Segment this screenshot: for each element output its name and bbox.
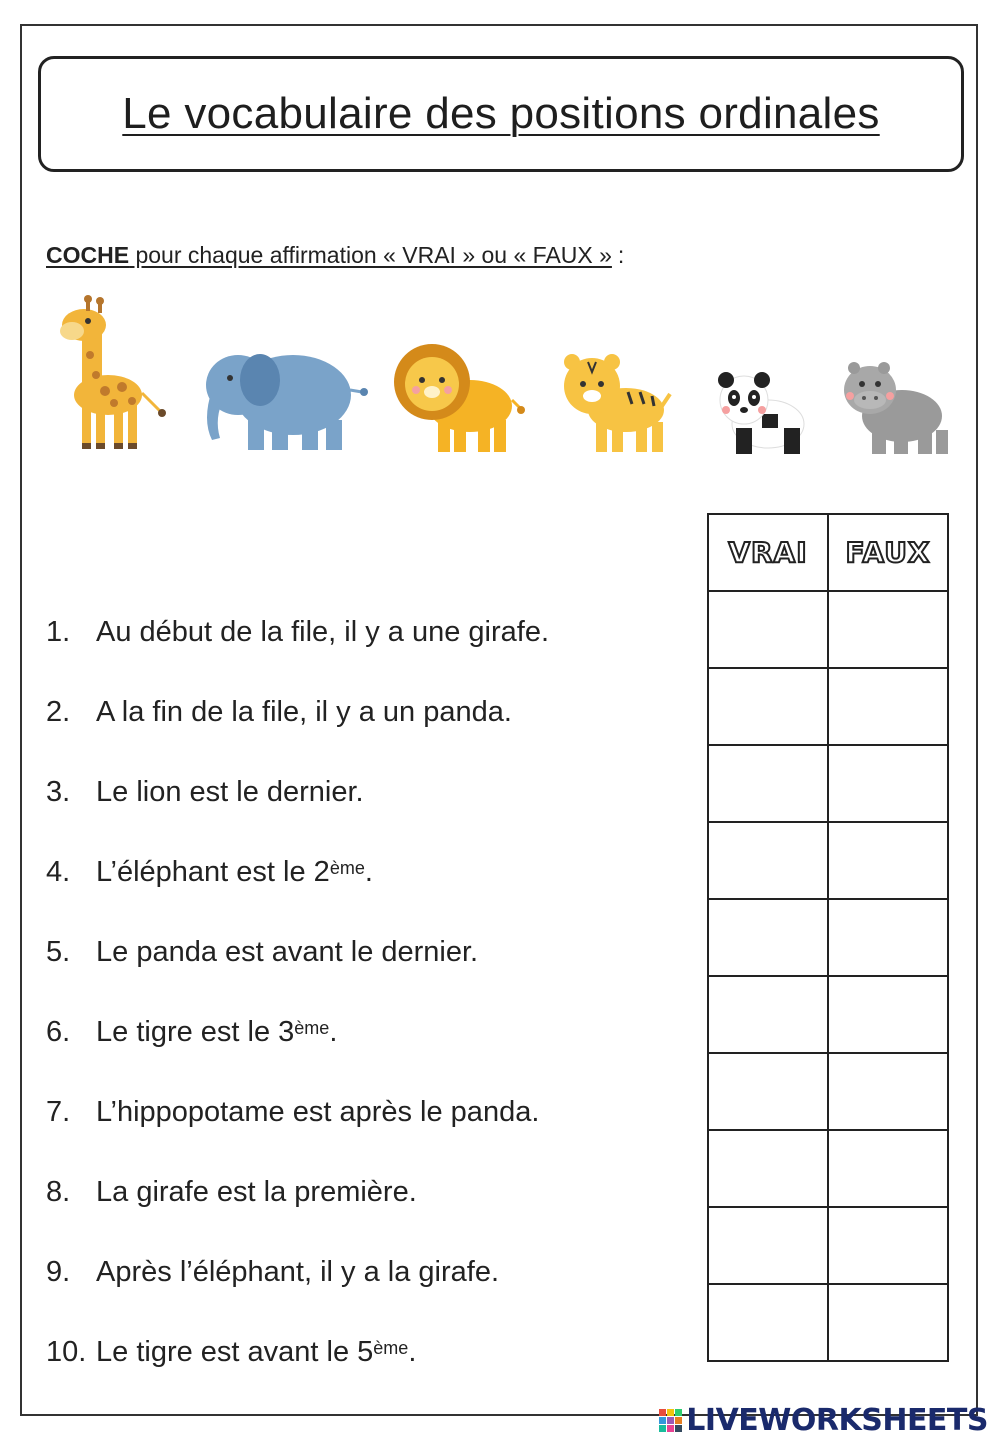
- faux-checkbox-2[interactable]: [828, 668, 948, 745]
- statement-end: .: [364, 855, 373, 888]
- statement-text: Le tigre est avant le 5: [96, 1335, 374, 1368]
- faux-checkbox-9[interactable]: [828, 1207, 948, 1284]
- vrai-checkbox-2[interactable]: [708, 668, 828, 745]
- faux-checkbox-4[interactable]: [828, 822, 948, 899]
- faux-checkbox-1[interactable]: [828, 591, 948, 668]
- statement-item: [46, 912, 696, 992]
- statement-number: 6.: [46, 1015, 71, 1048]
- faux-checkbox-5[interactable]: [828, 899, 948, 976]
- answer-table: [707, 513, 949, 1362]
- statement-superscript: ème: [294, 1017, 330, 1038]
- vrai-checkbox-5[interactable]: [708, 899, 828, 976]
- statement-number: 2.: [46, 695, 71, 728]
- statement-number: 9.: [46, 1255, 71, 1288]
- logo-grid-icon: [659, 1409, 682, 1432]
- statement-text: Au début de la file, il y a une girafe.: [96, 615, 550, 648]
- answer-row: [708, 668, 948, 745]
- vrai-checkbox-7[interactable]: [708, 1053, 828, 1130]
- instruction-colon: :: [617, 242, 625, 268]
- answer-row: [708, 1130, 948, 1207]
- vrai-checkbox-4[interactable]: [708, 822, 828, 899]
- tiger-icon: [558, 350, 673, 455]
- statement-item: [46, 992, 696, 1072]
- answer-row: [708, 745, 948, 822]
- answer-row: [708, 899, 948, 976]
- statement-number: 7.: [46, 1095, 71, 1128]
- answer-row: [708, 1284, 948, 1361]
- statement-end: .: [329, 1015, 338, 1048]
- statement-text: La girafe est la première.: [96, 1175, 417, 1208]
- title-box: [38, 56, 964, 172]
- statement-number: 1.: [46, 615, 71, 648]
- animals-row: [40, 290, 960, 460]
- lion-icon: [390, 340, 525, 455]
- statement-superscript: ème: [373, 1337, 409, 1358]
- statement-text: L’éléphant est le 2: [96, 855, 330, 888]
- col-faux-header: FAUX: [828, 514, 948, 591]
- statement-text: Le panda est avant le dernier.: [96, 935, 479, 968]
- statement-number: 10.: [46, 1335, 87, 1368]
- statement-number: 3.: [46, 775, 71, 808]
- statement-text: L’hippopotame est après le panda.: [96, 1095, 540, 1128]
- col-vrai-header: VRAI: [708, 514, 828, 591]
- giraffe-icon: [50, 295, 170, 455]
- statement-number: 5.: [46, 935, 71, 968]
- instruction-bold: COCHE: [46, 242, 130, 268]
- statement-end: .: [408, 1335, 417, 1368]
- faux-checkbox-3[interactable]: [828, 745, 948, 822]
- page-title: Le vocabulaire des positions ordinales: [122, 89, 880, 138]
- statement-number: 4.: [46, 855, 71, 888]
- answer-row: [708, 976, 948, 1053]
- vrai-checkbox-10[interactable]: [708, 1284, 828, 1361]
- answer-row: [708, 1207, 948, 1284]
- vrai-checkbox-3[interactable]: [708, 745, 828, 822]
- statement-text: Le lion est le dernier.: [96, 775, 364, 808]
- statement-item: [46, 1232, 696, 1312]
- panda-icon: [712, 368, 812, 456]
- statement-item: [46, 592, 696, 672]
- statement-text: Le tigre est le 3: [96, 1015, 295, 1048]
- elephant-icon: [198, 340, 368, 455]
- statement-item: [46, 1152, 696, 1232]
- vrai-checkbox-8[interactable]: [708, 1130, 828, 1207]
- statement-number: 8.: [46, 1175, 71, 1208]
- statement-item: [46, 832, 696, 912]
- statement-item: [46, 752, 696, 832]
- statement-text: Après l’éléphant, il y a la girafe.: [96, 1255, 499, 1288]
- instruction: [46, 242, 624, 269]
- faux-checkbox-10[interactable]: [828, 1284, 948, 1361]
- statement-item: [46, 1312, 696, 1392]
- answer-row: [708, 591, 948, 668]
- answer-row: [708, 822, 948, 899]
- vrai-checkbox-1[interactable]: [708, 591, 828, 668]
- hippo-icon: [840, 360, 950, 455]
- statement-text: A la fin de la file, il y a un panda.: [96, 695, 512, 728]
- vrai-checkbox-9[interactable]: [708, 1207, 828, 1284]
- vrai-checkbox-6[interactable]: [708, 976, 828, 1053]
- instruction-text: pour chaque affirmation « VRAI » ou « FAUX »: [129, 242, 612, 268]
- logo-text: LIVEWORKSHEETS: [686, 1403, 988, 1438]
- faux-checkbox-8[interactable]: [828, 1130, 948, 1207]
- statement-item: [46, 1072, 696, 1152]
- statement-item: [46, 672, 696, 752]
- answer-row: [708, 1053, 948, 1130]
- statement-superscript: ème: [329, 857, 365, 878]
- liveworksheets-logo: [659, 1403, 988, 1438]
- faux-checkbox-6[interactable]: [828, 976, 948, 1053]
- faux-checkbox-7[interactable]: [828, 1053, 948, 1130]
